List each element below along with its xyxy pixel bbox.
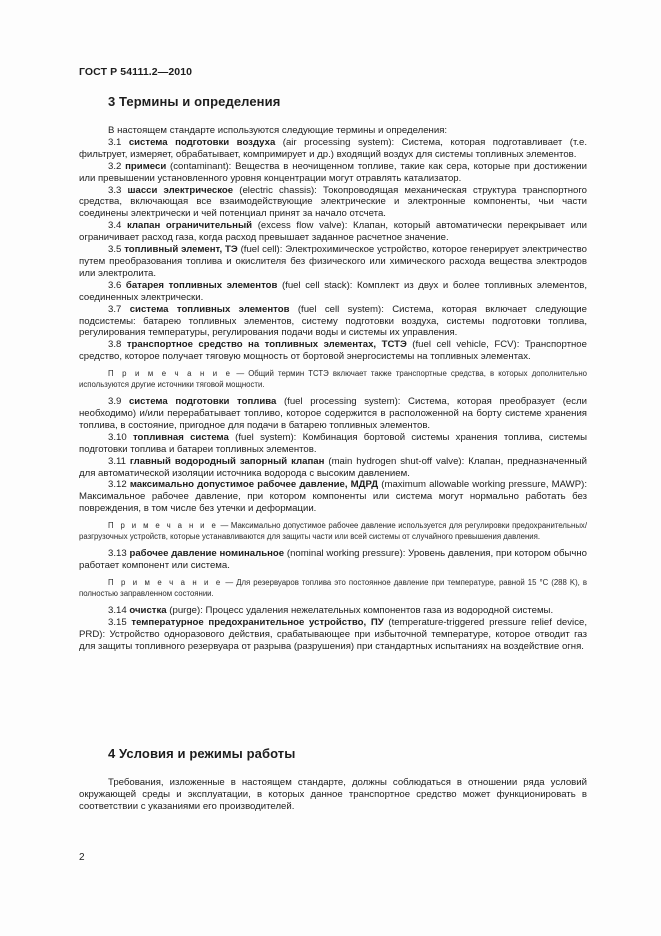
definition-text: (fuel cell): Электрохимическое устройство, которое генерирует электричество путем преобразования топлива и окислителя без физического или химического расхода вещества электродов или электролита. [79,244,588,279]
definition-text: (excess flow valve): Клапан, который автоматически перекрывает или ограничивает расход газа, когда расход превышает заданное расчетное значение. [79,220,587,244]
definition-term: главный водородный запорный клапан [129,455,325,467]
definition-number: 3.10 [108,431,127,443]
definition-text: (fuel cell vehicle, FCV): Транспортное средство, которое получает тяговую мощность от бортовой энергосистемы на топливных элементах. [79,339,587,363]
definition-term: очистка [129,605,167,616]
definition-term: шасси электрическое [127,184,234,196]
note-2: П р и м е ч а н и е — Максимально допустимое рабочее давление используется для регулировки предохранительных/разгрузочных устройств, которые устанавливаются для защиты части или всей системы от случайного превышения давления. [79,521,587,542]
definition-number: 3.11 [108,455,126,467]
definitions-group-2 [79,396,587,515]
definition-term: клапан ограничительный [127,220,253,232]
definition-term: система подготовки воздуха [128,136,276,148]
definition-text: (air processing system): Система, которая подготавливает (т.е. фильтрует, измеряет, обрабатывает, компримирует и др.) входящий воздух для системы топливных элементов. [79,136,587,160]
definition-text: (maximum allowable working pressure, MAWP): Максимальное рабочее давление, при котором компоненты или система могут нормально работать без повреждения, в том числе без утечки и деформации. [79,479,587,515]
definition-number: 3.4 [108,220,122,232]
definition-number: 3.2 [108,160,122,172]
definition-number: 3.14 [108,605,127,616]
definition-3-3 [79,185,587,221]
definition-term: система подготовки топлива [128,396,277,408]
definition-number: 3.5 [108,244,122,256]
definition-term: температурное предохранительное устройство, ПУ [131,616,384,628]
definition-text: (electric chassis): Токопроводящая механическая структура транспортного средства, включающая все взаимодействующие электрические и электронные компоненты, чьи части соединены электрически и чей потенциал принят за начало отсчета. [79,184,587,220]
standard-header: ГОСТ Р 54111.2—2010 [79,66,193,78]
definitions-group-4 [79,605,587,653]
definition-number: 3.15 [108,616,127,628]
definition-term: рабочее давление номинальное [129,548,285,560]
definition-3-11 [79,456,587,480]
definition-number: 3.1 [108,136,122,148]
section-4-body [79,777,587,813]
definitions-group-3 [79,548,587,572]
definition-3-13 [79,548,587,572]
definition-number: 3.13 [108,548,127,560]
definition-3-5 [79,244,587,280]
note-1: П р и м е ч а н и е — Общий термин ТСТЭ включает также транспортные средства, в которых дополнительно используются другие источники тяговой мощности. [79,369,587,390]
definition-3-6 [79,280,587,304]
definition-term: топливный элемент, ТЭ [124,244,238,256]
definitions-group-1 [79,137,587,363]
definition-number: 3.8 [108,339,122,351]
section-3-intro: В настоящем стандарте используются следующие термины и определения: [108,125,448,136]
definition-3-7 [79,304,587,340]
definition-term: батарея топливных элементов [125,279,278,291]
definition-term: максимально допустимое рабочее давление, МДРД [129,479,379,491]
note-3: П р и м е ч а н и е — Для резервуаров топлива это постоянное давление при температуре, равной 15 °C (288 K), в полностью заправленном состоянии. [79,578,587,598]
definition-text: (fuel processing system): Система, которая преобразует (если необходимо) и/или перерабатывает топливо, которое содержится в расположенной на борту системе хранения топлива, в состояние, пригодное для подачи в батарею топливных элементов. [79,396,587,431]
definition-3-15 [79,617,587,653]
definition-3-14 [79,605,587,617]
definition-term: система топливных элементов [129,303,290,315]
definition-3-4 [79,220,587,244]
definition-text: (nominal working pressure): Уровень давления, при котором обычно работает компонент или система. [79,548,587,572]
definition-3-9 [79,396,587,432]
definition-text: (purge): Процесс удаления нежелательных компонентов газа из водородной системы. [166,605,554,616]
section-4-text: Требования, изложенные в настоящем стандарте, должны соблюдаться в отношении ряда условий окружающей среды и эксплуатации, в которых данное транспортное средство может функционировать в соответствии с указаниями его производителей. [79,777,587,812]
definition-number: 3.7 [108,303,122,315]
definition-text: (fuel cell stack): Комплект из двух и более топливных элементов, соединенных электрически. [79,279,587,303]
definition-3-8 [79,339,587,363]
definition-3-12 [79,479,587,515]
definition-number: 3.9 [108,396,122,408]
definition-term: топливная система [132,431,229,443]
definition-3-10 [79,432,587,456]
section-3-body [79,125,587,653]
definition-3-1 [79,137,587,161]
section-3-title: 3 Термины и определения [108,94,281,109]
definition-term: примеси [125,160,167,172]
definition-text: (temperature-triggered pressure relief device, PRD): Устройство одноразового действия, срабатывающее при избыточной температуре, которое отводит газ для защиты топливного резервуара от разрыва (разрушения) при стандартных испытаниях на воздействие огня. [79,616,587,652]
definition-number: 3.6 [108,279,122,291]
section-4-title: 4 Условия и режимы работы [108,746,296,761]
definition-number: 3.12 [108,479,127,491]
definition-text: (contaminant): Вещества в неочищенном топливе, такие как сера, которые при достижении или превышении установленного уровня концентрации могут отравлять катализатор. [79,160,587,184]
definition-3-2 [79,161,587,185]
definition-number: 3.3 [108,184,122,196]
definition-text: (main hydrogen shut-off valve): Клапан, предназначенный для автоматической изоляции источника водорода с высоким давлением. [79,455,587,479]
definition-text: (fuel cell system): Система, которая включает следующие подсистемы: батарею топливных элементов, систему подготовки воздуха, системы подготовки топлива, регулирования температуры, регулирования подачи воды и системы их управления. [79,303,587,339]
definition-term: транспортное средство на топливных элементах, ТСТЭ [126,339,407,351]
page-number: 2 [79,852,85,863]
definition-text: (fuel system): Комбинация бортовой системы хранения топлива, системы подготовки топлива и батареи топливных элементов. [79,431,588,455]
